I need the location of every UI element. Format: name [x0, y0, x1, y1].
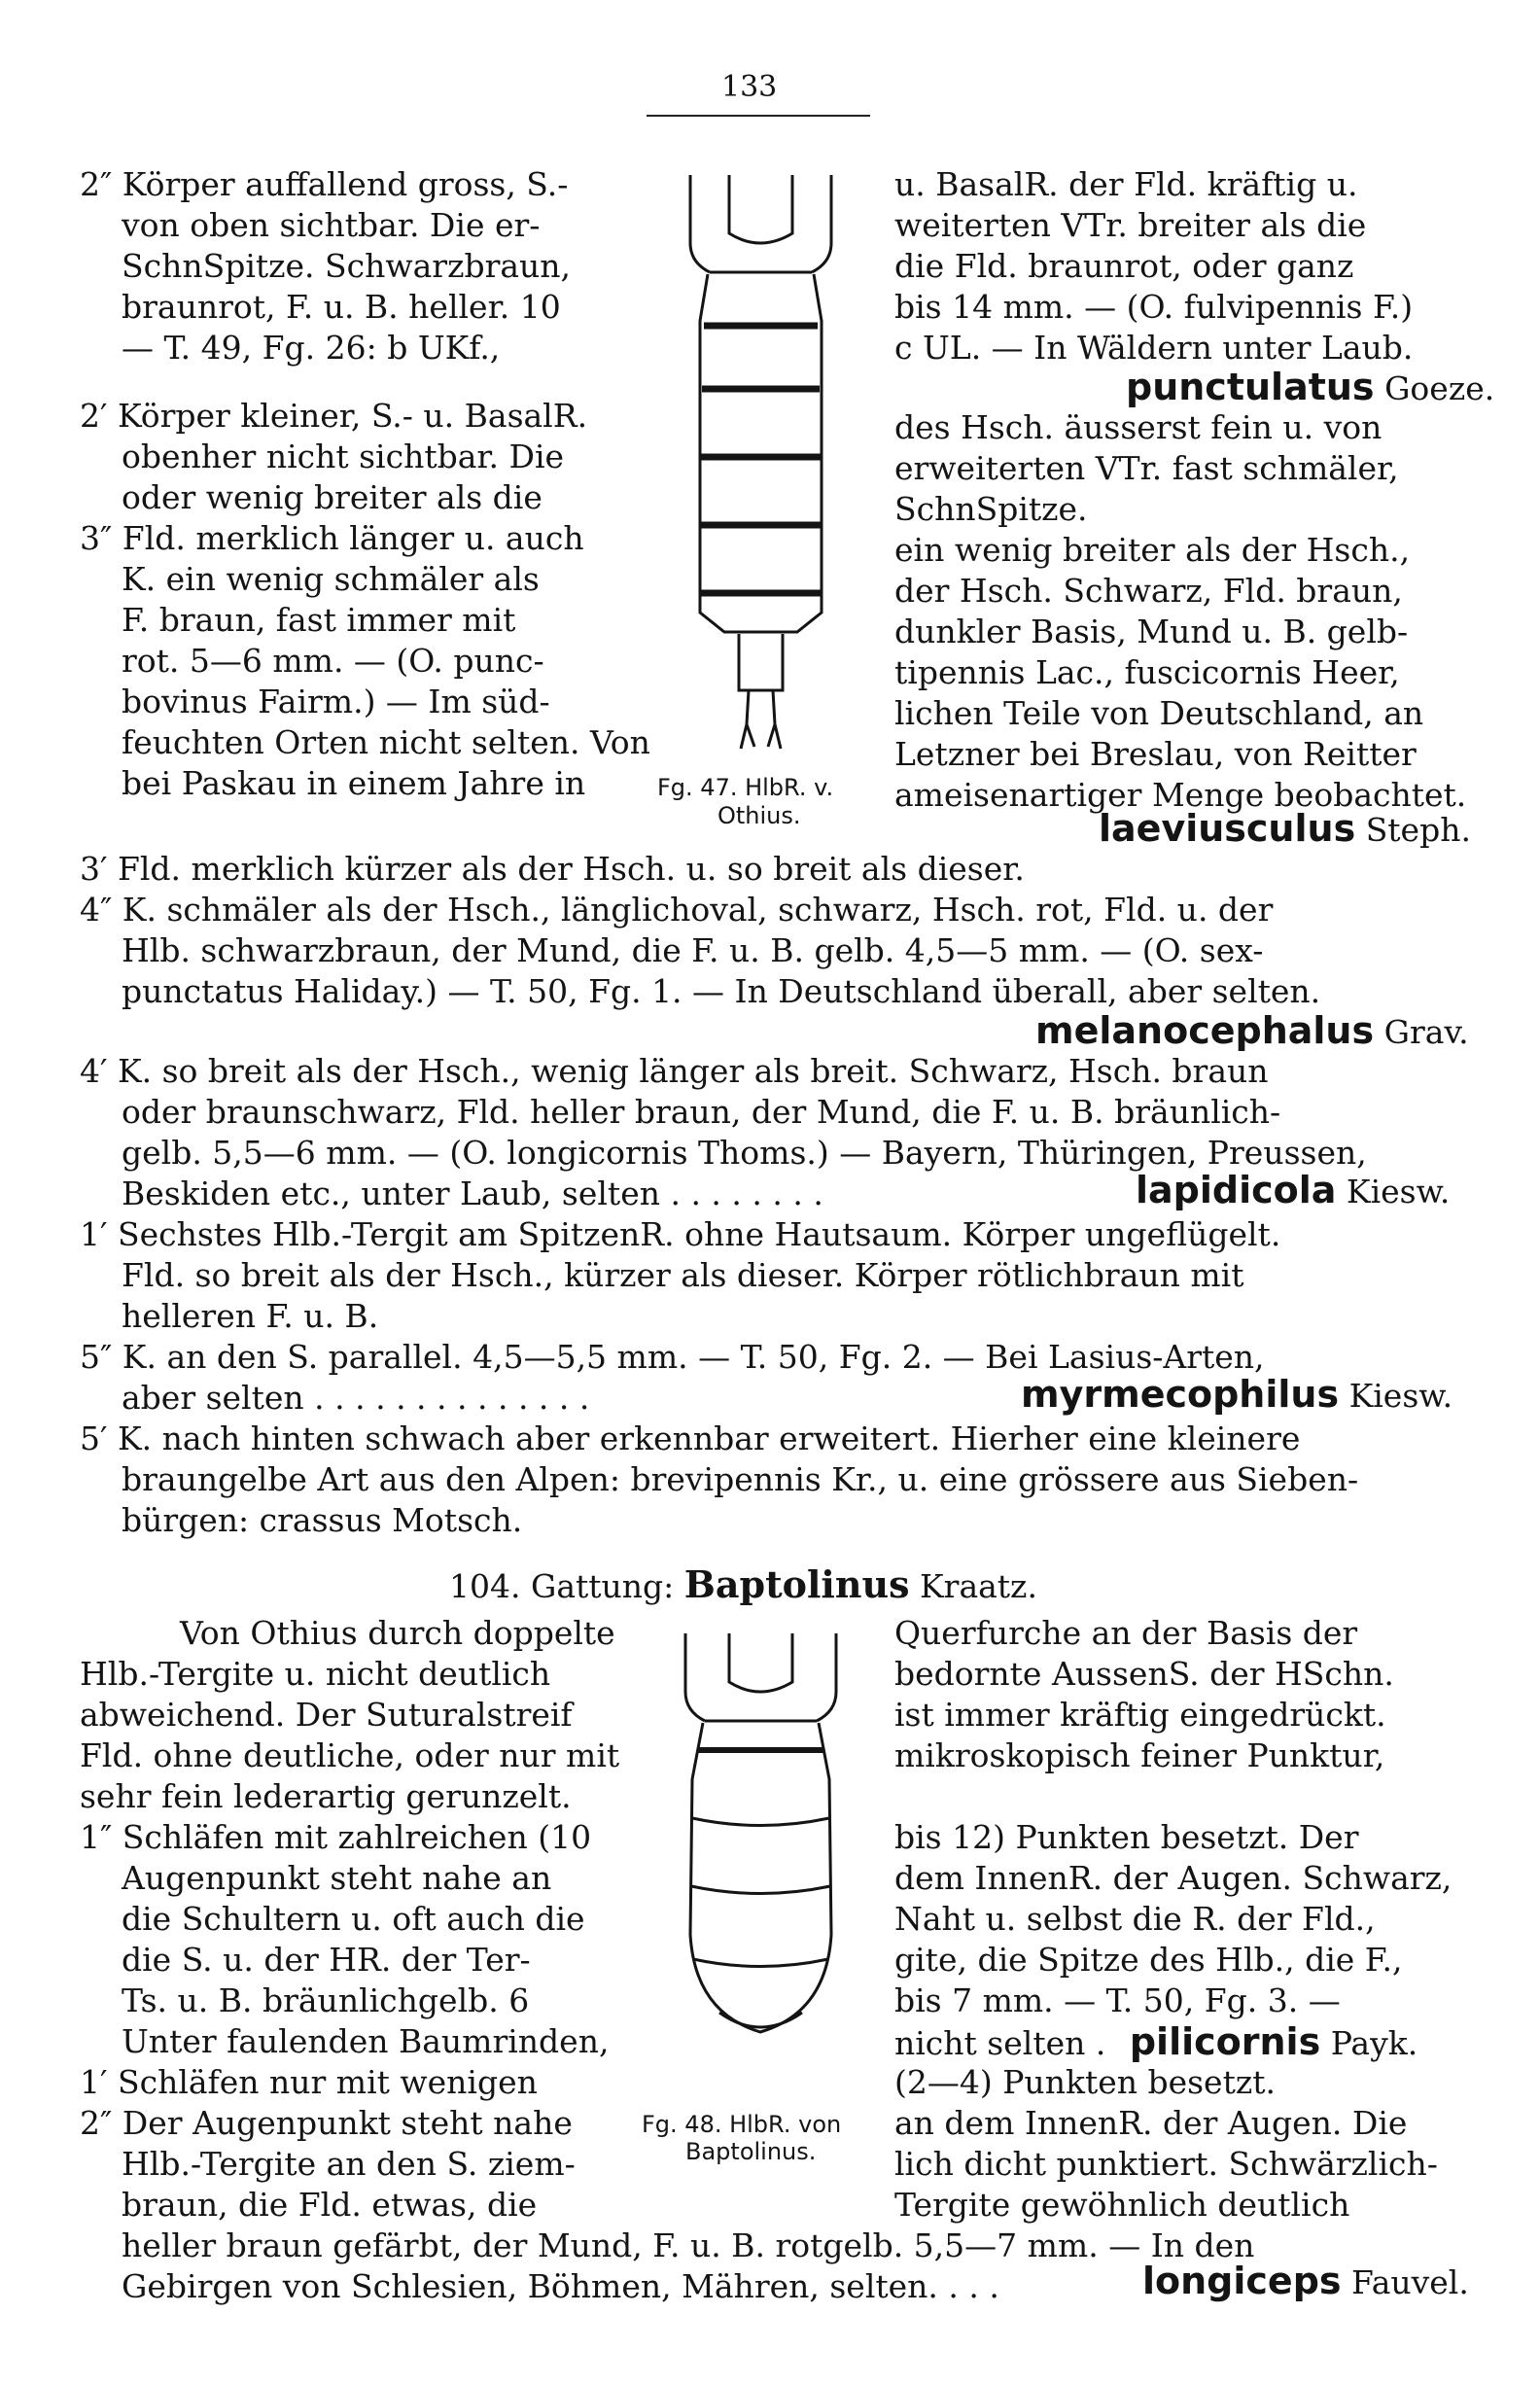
text-line: K. ein wenig schmäler als: [122, 560, 540, 598]
text-line: an dem InnenR. der Augen. Die: [894, 2104, 1408, 2142]
species-name: laeviusculus: [1099, 807, 1356, 850]
text-line: 3′ Fld. merklich kürzer als der Hsch. u. so breit als dieser.: [80, 850, 1025, 888]
species-line: [1126, 368, 1494, 408]
text-line: obenher nicht sichtbar. Die: [122, 438, 565, 475]
species-author: Kiesw.: [1348, 1377, 1453, 1415]
text-line: bis 7 mm. — T. 50, Fg. 3. —: [894, 1981, 1341, 2019]
text-line: 5′ K. nach hinten schwach aber erkennbar erweitert. Hierher eine kleinere: [80, 1420, 1301, 1457]
text-line: 1′ Sechstes Hlb.-Tergit am SpitzenR. ohne Hautsaum. Körper ungeflügelt.: [80, 1215, 1281, 1253]
text-line: braunrot, F. u. B. heller. 10: [122, 288, 561, 326]
text-line: Hlb.-Tergite an den S. ziem-: [122, 2145, 576, 2183]
text-line: 4′ K. so breit als der Hsch., wenig länger als breit. Schwarz, Hsch. braun: [80, 1052, 1269, 1090]
species-author: Payk.: [1330, 2024, 1418, 2062]
text-line: c UL. — In Wäldern unter Laub.: [894, 329, 1414, 367]
text-line: die S. u. der HR. der Ter-: [122, 1941, 531, 1979]
text-line: — T. 49, Fg. 26: b UKf.,: [122, 329, 501, 367]
text-line: die Fld. braunrot, oder ganz: [894, 247, 1354, 285]
text-line: lich dicht punktiert. Schwärzlich-: [894, 2145, 1438, 2183]
text-line: 3″ Fld. merklich länger u. auch: [80, 519, 584, 557]
species-line: [1136, 1171, 1450, 1211]
genus-prefix: 104. Gattung:: [449, 1567, 675, 1605]
text-line: (2—4) Punkten besetzt.: [894, 2063, 1276, 2101]
text-line: bis 14 mm. — (O. fulvipennis F.): [894, 288, 1414, 326]
text-line: braun, die Fld. etwas, die: [122, 2186, 538, 2224]
figure-47-abdomen-illustration: [671, 165, 851, 758]
text-line: Letzner bei Breslau, von Reitter: [894, 735, 1417, 773]
page-number: 133: [721, 70, 778, 104]
text-line: bürgen: crassus Motsch.: [122, 1501, 523, 1539]
text-line: abweichend. Der Suturalstreif: [80, 1696, 573, 1734]
text-line: Fld. so breit als der Hsch., kürzer als dieser. Körper rötlichbraun mit: [122, 1256, 1244, 1294]
text-line: 1″ Schläfen mit zahlreichen (10: [80, 1818, 592, 1856]
text-line: Fld. ohne deutliche, oder nur mit: [80, 1736, 620, 1774]
text-line: 1′ Schläfen nur mit wenigen: [80, 2063, 538, 2101]
text-line: ist immer kräftig eingedrückt.: [894, 1696, 1386, 1734]
text-line: sehr fein lederartig gerunzelt.: [80, 1777, 572, 1815]
text-line: bovinus Fairm.) — Im süd-: [122, 683, 550, 720]
species-line: [894, 2022, 1418, 2063]
genus-heading: [449, 1562, 1037, 1606]
text-line: des Hsch. äusserst fein u. von: [894, 408, 1382, 446]
text-line: Hlb.-Tergite u. nicht deutlich: [80, 1655, 551, 1693]
text-line: bis 12) Punkten besetzt. Der: [894, 1818, 1359, 1856]
text-line: Beskiden etc., unter Laub, selten . . . . . . . .: [122, 1174, 823, 1212]
genus-name: Baptolinus: [683, 1562, 910, 1606]
text-line: 2″ Der Augenpunkt steht nahe: [80, 2104, 573, 2142]
text-line: 2″ Körper auffallend gross, S.-: [80, 165, 569, 203]
text-line: gelb. 5,5—6 mm. — (O. longicornis Thoms.) — Bayern, Thüringen, Preussen,: [122, 1134, 1367, 1172]
text-line: feuchten Orten nicht selten. Von: [122, 723, 650, 761]
genus-author: Kraatz.: [920, 1567, 1037, 1605]
text-line: braungelbe Art aus den Alpen: brevipennis Kr., u. eine grössere aus Sieben-: [122, 1460, 1359, 1498]
text-line: die Schultern u. oft auch die: [122, 1900, 585, 1938]
text-line: u. BasalR. der Fld. kräftig u.: [894, 165, 1358, 203]
species-author: Steph.: [1365, 811, 1471, 849]
species-name: pilicornis: [1129, 2020, 1321, 2063]
figure-48-abdomen-illustration: [671, 1624, 851, 2110]
figure-47-caption: Fg. 47. HlbR. v.: [657, 774, 834, 801]
text-line: rot. 5—6 mm. — (O. punc-: [122, 642, 544, 680]
species-line: [1099, 809, 1471, 850]
text-line: oder braunschwarz, Fld. heller braun, der Mund, die F. u. B. bräunlich-: [122, 1093, 1281, 1131]
text-line: lichen Teile von Deutschland, an: [894, 694, 1424, 732]
species-name: punctulatus: [1126, 366, 1375, 408]
text-line: oder wenig breiter als die: [122, 478, 542, 516]
species-line: [1021, 1375, 1452, 1416]
figure-47-caption-genus: Othius.: [718, 802, 801, 829]
text-line: F. braun, fast immer mit: [122, 601, 516, 639]
text-line: heller braun gefärbt, der Mund, F. u. B. rotgelb. 5,5—7 mm. — In den: [122, 2226, 1255, 2264]
text-fragment: nicht selten .: [894, 2024, 1106, 2062]
species-line: [1035, 1011, 1469, 1052]
text-line: gite, die Spitze des Hlb., die F.,: [894, 1941, 1403, 1979]
text-line: bei Paskau in einem Jahre in: [122, 764, 586, 802]
text-line: Unter faulenden Baumrinden,: [122, 2022, 610, 2060]
species-name: myrmecophilus: [1021, 1373, 1340, 1416]
species-name: lapidicola: [1136, 1169, 1337, 1211]
species-author: Kiesw.: [1346, 1173, 1451, 1210]
species-author: Grav.: [1383, 1013, 1469, 1051]
text-line: SchnSpitze.: [894, 490, 1088, 528]
text-line: Augenpunkt steht nahe an: [122, 1859, 552, 1897]
species-author: Goeze.: [1384, 369, 1495, 407]
species-name: melanocephalus: [1035, 1009, 1375, 1052]
species-name: longiceps: [1142, 2260, 1342, 2302]
text-line: punctatus Haliday.) — T. 50, Fg. 1. — In Deutschland überall, aber selten.: [122, 972, 1321, 1010]
text-line: dunkler Basis, Mund u. B. gelb-: [894, 613, 1409, 650]
text-line: 5″ K. an den S. parallel. 4,5—5,5 mm. — T. 50, Fg. 2. — Bei Lasius-Arten,: [80, 1338, 1265, 1376]
text-line: helleren F. u. B.: [122, 1297, 379, 1335]
text-line: mikroskopisch feiner Punktur,: [894, 1736, 1385, 1774]
text-line: ameisenartiger Menge beobachtet.: [894, 776, 1467, 814]
text-line: Hlb. schwarzbraun, der Mund, die F. u. B. gelb. 4,5—5 mm. — (O. sex-: [122, 931, 1264, 969]
species-line: [1142, 2261, 1469, 2302]
text-line: Von Othius durch doppelte: [180, 1614, 615, 1652]
text-line: 4″ K. schmäler als der Hsch., länglichoval, schwarz, Hsch. rot, Fld. u. der: [80, 891, 1274, 929]
text-line: ein wenig breiter als der Hsch.,: [894, 531, 1411, 569]
text-line: Querfurche an der Basis der: [894, 1614, 1358, 1652]
text-line: weiterten VTr. breiter als die: [894, 206, 1367, 244]
text-line: aber selten . . . . . . . . . . . . . .: [122, 1379, 590, 1417]
text-line: 2′ Körper kleiner, S.- u. BasalR.: [80, 397, 588, 435]
text-line: Ts. u. B. bräunlichgelb. 6: [122, 1981, 530, 2019]
figure-48-caption-genus: Baptolinus.: [685, 2138, 817, 2165]
text-line: tipennis Lac., fuscicornis Heer,: [894, 653, 1400, 691]
text-line: Naht u. selbst die R. der Fld.,: [894, 1900, 1376, 1938]
figure-48-caption: Fg. 48. HlbR. von: [642, 2111, 842, 2138]
text-line: von oben sichtbar. Die er-: [122, 206, 541, 244]
header-rule: [647, 115, 870, 117]
text-line: SchnSpitze. Schwarzbraun,: [122, 247, 572, 285]
species-author: Fauvel.: [1351, 2263, 1469, 2301]
text-line: erweiterten VTr. fast schmäler,: [894, 449, 1399, 487]
text-line: Gebirgen von Schlesien, Böhmen, Mähren, selten. . . .: [122, 2267, 999, 2305]
text-line: Tergite gewöhnlich deutlich: [894, 2186, 1350, 2224]
text-line: bedornte AussenS. der HSchn.: [894, 1655, 1394, 1693]
text-line: der Hsch. Schwarz, Fld. braun,: [894, 572, 1403, 610]
text-line: dem InnenR. der Augen. Schwarz,: [894, 1859, 1452, 1897]
